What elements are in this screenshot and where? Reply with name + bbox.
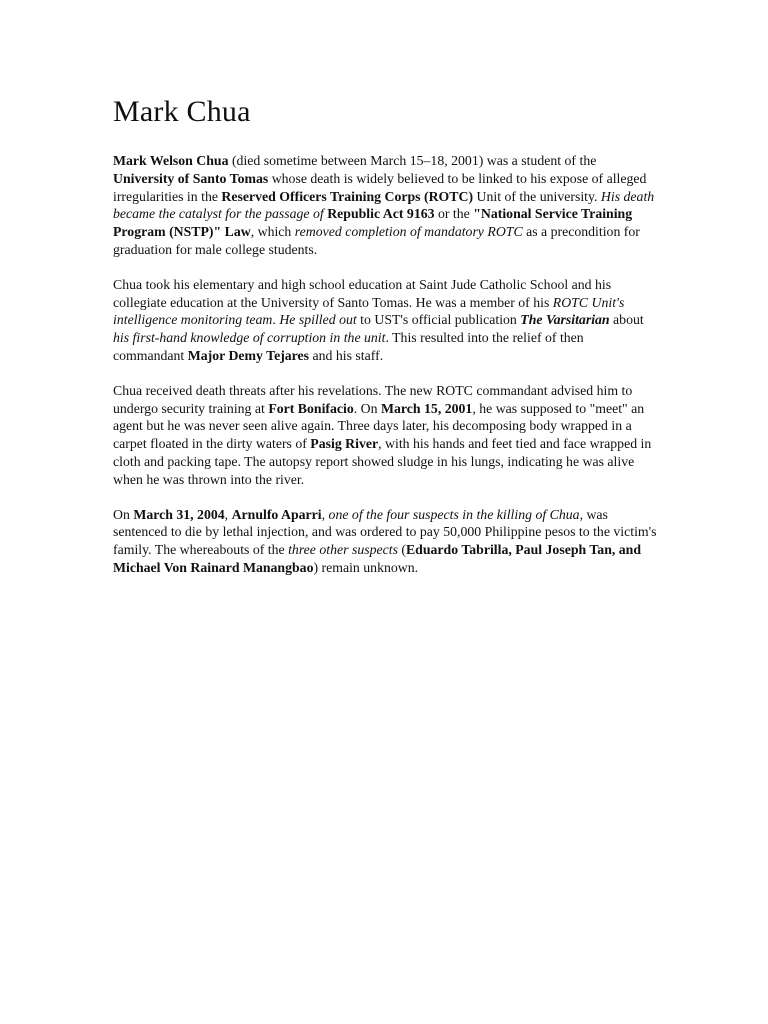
text-run: about xyxy=(609,312,644,328)
text-run: The Varsitarian xyxy=(520,312,610,328)
text-run: "National Service Training Program (NSTP)" Law xyxy=(113,206,633,240)
text-run: . This resulted into the relief of then commandant xyxy=(113,330,584,363)
text-run: . xyxy=(272,312,280,328)
text-run: as a precondition for graduation for male college students. xyxy=(113,224,640,257)
text-run: removed completion of mandatory ROTC xyxy=(294,224,523,240)
text-run: Chua took his elementary and high school education at Saint Jude Catholic School and his collegiate education at the University of Santo Tomas. He was a member of his xyxy=(113,276,612,310)
text-run: . On xyxy=(353,400,381,416)
text-run: three other suspects xyxy=(288,542,398,558)
text-run: and his staff. xyxy=(309,347,384,363)
article-body xyxy=(113,152,658,577)
text-run: Pasig River xyxy=(310,436,379,452)
paragraph-3 xyxy=(113,382,658,489)
text-run: his first-hand knowledge of corruption in the unit xyxy=(113,330,386,346)
text-run: Unit of the university. xyxy=(473,188,601,204)
text-run: whose death is widely believed to be linked to his expose of alleged irregularities in the xyxy=(113,170,647,204)
text-run: Chua received death threats after his revelations. The new ROTC commandant advised him to undergo security training at xyxy=(113,382,633,416)
text-run: He spilled out xyxy=(279,312,357,328)
document-page xyxy=(113,92,658,594)
page-title: Mark Chua xyxy=(113,95,251,128)
text-run: (died sometime between March 15–18, 2001) was a student of the xyxy=(228,153,597,168)
text-run: Mark Welson Chua xyxy=(113,153,229,168)
paragraph-2 xyxy=(113,276,658,365)
text-run: On xyxy=(113,506,134,522)
text-run: University of Santo Tomas xyxy=(113,170,269,186)
text-run: , he was supposed to "meet" an agent but he was never seen alive again. Three days later, his decomposing body wrapped in a carpet floated in the dirty waters of xyxy=(113,400,645,452)
text-run: Reserved Officers Training Corps (ROTC) xyxy=(221,188,474,204)
text-run: Fort Bonifacio xyxy=(268,400,354,416)
text-run: Eduardo Tabrilla, Paul Joseph Tan, and Michael Von Rainard Manangbao xyxy=(113,542,642,575)
text-run: or the xyxy=(434,206,474,222)
text-run: Arnulfo Aparri xyxy=(231,506,322,522)
text-run: , xyxy=(224,506,232,522)
paragraph-4 xyxy=(113,506,658,577)
text-run: March 15, 2001 xyxy=(380,400,473,416)
text-run: , xyxy=(321,506,329,522)
text-run: Major Demy Tejares xyxy=(187,347,310,363)
text-run: one of the four suspects in the killing of Chua xyxy=(328,506,580,522)
text-run: to UST's official publication xyxy=(356,312,521,328)
text-run: March 31, 2004 xyxy=(133,506,225,522)
text-run: Republic Act 9163 xyxy=(327,206,435,222)
text-run: , was sentenced to die by lethal injection, and was ordered to pay 50,000 Philippine pesos to the victim's family. The whereabouts of the xyxy=(113,506,657,558)
paragraph-1 xyxy=(113,152,658,259)
text-run: ( xyxy=(397,542,406,558)
text-run: , with his hands and feet tied and face wrapped in cloth and packing tape. The autopsy report showed sludge in his lungs, indicating he was alive when he was thrown into the river. xyxy=(113,436,652,487)
text-run: ROTC Unit's intelligence monitoring team xyxy=(113,294,625,328)
text-run: , which xyxy=(250,224,295,240)
text-run: His death became the catalyst for the passage of xyxy=(113,188,655,222)
text-run: ) remain unknown. xyxy=(313,559,419,575)
